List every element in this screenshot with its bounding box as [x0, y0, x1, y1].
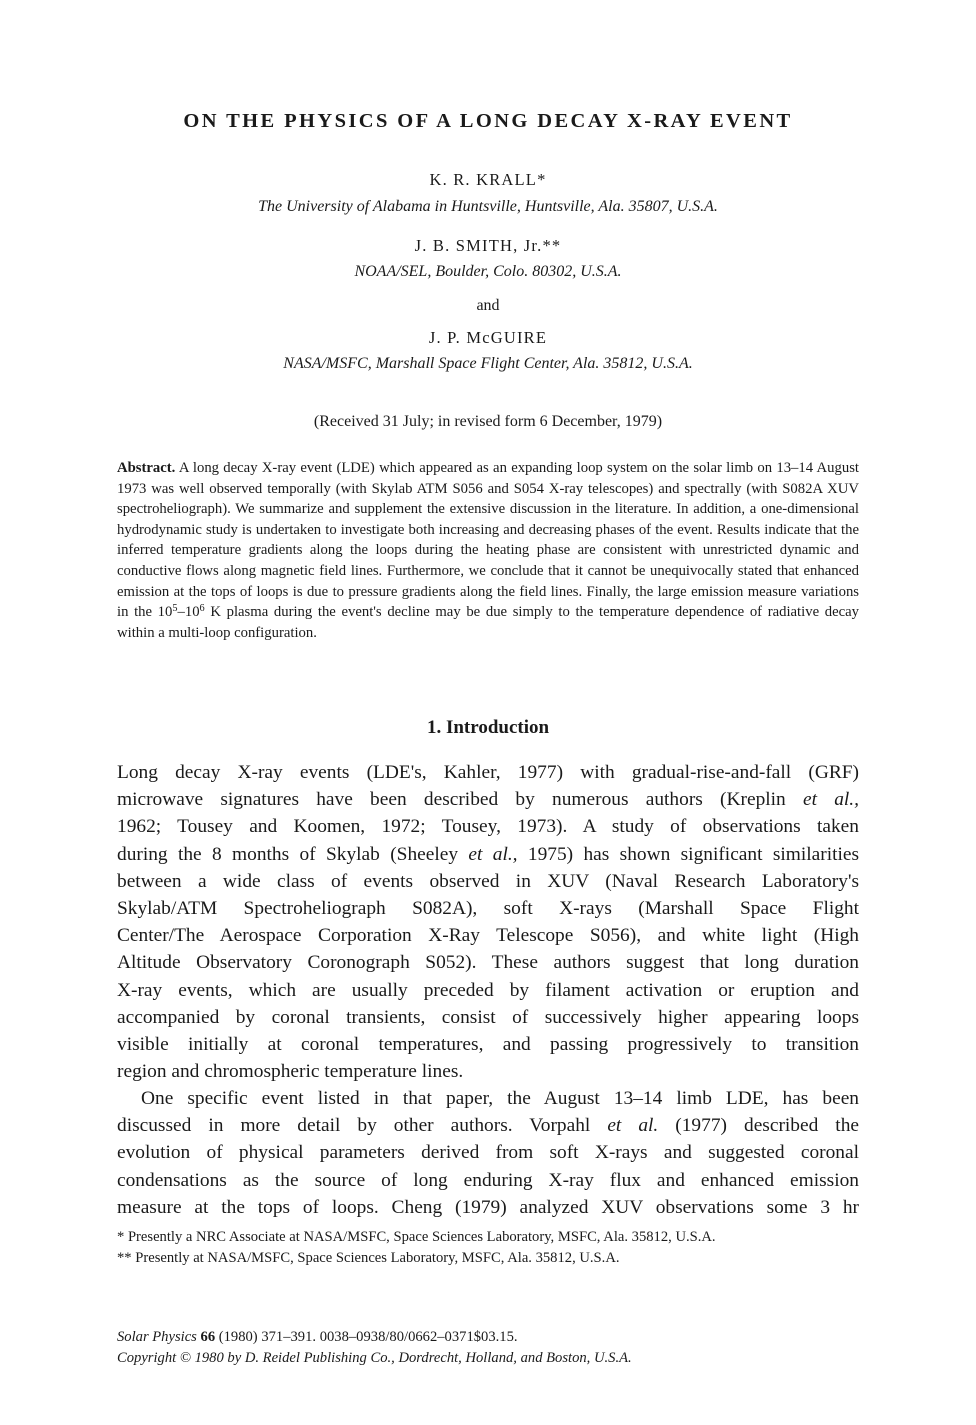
text-line: Skylab/ATM Spectroheliograph S082A), soft X-rays (Marshall Space Flight	[117, 898, 859, 920]
text-line: condensations as the source of long enduring X-ray flux and enhanced emission	[117, 1169, 859, 1191]
text-line: measure at the tops of loops. Cheng (1979) analyzed XUV observations some 3 hr	[117, 1196, 859, 1218]
author-3-affiliation: NASA/MSFC, Marshall Space Flight Center, Ala. 35812, U.S.A.	[283, 355, 693, 372]
abstract-sup-2: 6	[199, 603, 205, 615]
abstract-label: Abstract.	[117, 460, 176, 476]
journal-name: Solar Physics	[117, 1329, 197, 1345]
and-separator: and	[476, 297, 500, 314]
journal-info	[117, 1327, 877, 1369]
text-line: 1962; Tousey and Koomen, 1972; Tousey, 1973). A study of observations taken	[117, 816, 859, 838]
abstract	[117, 458, 859, 643]
copyright-line: Copyright © 1980 by D. Reidel Publishing Co., Dordrecht, Holland, and Boston, U.S.A.	[117, 1350, 632, 1366]
intro-paragraph-2	[117, 1085, 859, 1221]
section-heading: 1. Introduction	[426, 717, 550, 738]
text-line: region and chromospheric temperature lines.	[117, 1061, 464, 1083]
footnotes	[117, 1227, 877, 1269]
text-line: during the 8 months of Skylab (Sheeley et al., 1975) has shown significant similarities	[117, 843, 860, 865]
author-2-name: J. B. SMITH, Jr.**	[414, 236, 562, 255]
abstract-sup-1: 5	[172, 603, 178, 615]
text-line: X-ray events, which are usually preceded by filament activation or eruption and	[117, 979, 859, 1001]
text-line: evolution of physical parameters derived from soft X-rays and suggested coronal	[117, 1142, 859, 1164]
author-1-affiliation: The University of Alabama in Huntsville, Huntsville, Ala. 35807, U.S.A.	[258, 198, 718, 215]
text-line: Altitude Observatory Coronograph S052). These authors suggest that long duration	[117, 952, 859, 974]
received-dates: (Received 31 July; in revised form 6 December, 1979)	[313, 413, 663, 430]
text-line: Long decay X-ray events (LDE's, Kahler, 1977) with gradual-rise-and-fall (GRF)	[117, 762, 859, 783]
citation-line	[117, 1327, 877, 1348]
journal-volume: 66	[200, 1329, 216, 1345]
abstract-text-2: –10	[177, 604, 200, 621]
abstract-text-3: K plasma during the event's decline may be due simply to the temperature dependence of radiative decay within a multi-loop configuration.	[117, 604, 859, 641]
intro-paragraph-1	[117, 759, 859, 1085]
footnote-1: * Presently a NRC Associate at NASA/MSFC, Space Sciences Laboratory, MSFC, Ala. 35812, U.S.A.	[117, 1229, 716, 1245]
author-1-name: K. R. KRALL*	[429, 170, 547, 189]
text-line: accompanied by coronal transients, consist of successively higher appearing loops	[117, 1006, 859, 1028]
abstract-text: A long decay X-ray event (LDE) which appeared as an expanding loop system on the solar limb on 13–14 August 1973 was well observed temporally (with Skylab ATM S056 and S054 X-ray telescopes) and spectrally (with S082A XUV spectroheliograph). We summarize and supplement the extensive discussion in the literature. In addition, a one-dimensional hydrodynamic study is undertaken to investigate both increasing and decreasing phases of the event. Results indicate that the inferred temperature gradients along the loops during the heating phase are consistent with unrestricted dynamic and conductive flows along magnetic field lines. Furthermore, we conclude that it cannot be unequivocally stated that enhanced emission at the tops of loops is due to pressure gradients along the field lines. Finally, the large emission measure variations in the 10	[117, 460, 859, 621]
text-line: microwave signatures have been described by numerous authors (Kreplin et al.,	[117, 789, 859, 811]
author-2-affiliation: NOAA/SEL, Boulder, Colo. 80302, U.S.A.	[354, 263, 622, 280]
text-line: between a wide class of events observed in XUV (Naval Research Laboratory's	[117, 870, 859, 892]
paper-title: ON THE PHYSICS OF A LONG DECAY X-RAY EVENT	[183, 110, 793, 132]
author-3-name: J. P. McGUIRE	[428, 328, 548, 347]
text-line: discussed in more detail by other authors. Vorpahl et al. (1977) described the	[117, 1115, 859, 1137]
text-line: Center/The Aerospace Corporation X-Ray Telescope S056), and white light (High	[117, 925, 859, 947]
citation-details: (1980) 371–391. 0038–0938/80/0662–0371$03.15.	[215, 1329, 518, 1345]
text-line: visible initially at coronal temperatures, and passing progressively to transition	[117, 1034, 859, 1056]
footnote-2: ** Presently at NASA/MSFC, Space Sciences Laboratory, MSFC, Ala. 35812, U.S.A.	[117, 1250, 620, 1266]
text-line: One specific event listed in that paper, the August 13–14 limb LDE, has been	[141, 1088, 859, 1109]
